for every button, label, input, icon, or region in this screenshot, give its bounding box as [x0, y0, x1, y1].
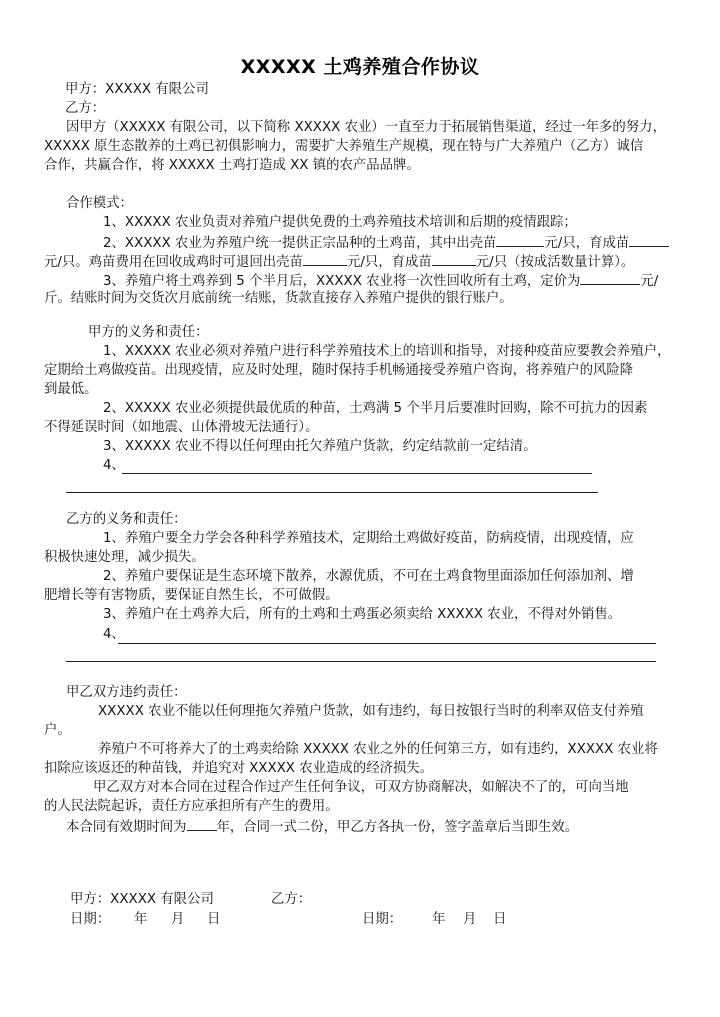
cooperation-item-3-line-1 [103, 271, 658, 291]
party-b-item-4-blank-line[interactable] [118, 643, 656, 644]
validity-line [66, 817, 578, 837]
party-b-item-2-line-1: 2、养殖户要保证是生态环境下散养，水源优质，不可在土鸡食物里面添加任何添加剂、增 [103, 569, 634, 584]
document-title: XXXXX 土鸡养殖合作协议 [240, 56, 480, 78]
party-a-item-2-line-2: 不得延误时间（如地震、山体滑坡无法通行）。 [44, 420, 319, 435]
signature-date-a-day: 日 [207, 912, 221, 927]
cooperation-item-2-line-1 [103, 233, 669, 253]
party-a-item-2-line-1: 2、XXXXX 农业必须提供最优质的种苗，土鸡满 5 个半月后要准时回购，除不可抗力的因素 [103, 401, 648, 416]
party-a-item-4-blank-line-2[interactable] [66, 492, 598, 493]
party-b-item-2-line-2: 肥增长等有害物质，要保证自然生长，不可做假。 [44, 588, 339, 603]
breach-p3-line-2: 的人民法院起诉，责任方应承担所有产生的费用。 [44, 799, 339, 814]
validity-text-a: 本合同有效期时间为 [66, 820, 187, 835]
item2-text-b: 元/只，育成苗 [544, 236, 630, 251]
cooperation-item-1: 1、XXXXX 农业负责对养殖户提供免费的土鸡养殖技术培训和后期的疫情跟踪； [103, 215, 577, 230]
breach-heading: 甲乙双方违约责任： [66, 685, 187, 700]
party-a-item-1-line-2: 定期给土鸡做疫苗。出现疫情，应及时处理，随时保持手机畅通接受养殖户咨询，将养殖户的风险降 [44, 363, 634, 378]
purchase-price-blank[interactable] [580, 271, 640, 285]
cooperation-heading: 合作模式： [66, 196, 133, 211]
party-a-item-1-line-3: 到最低。 [44, 382, 98, 397]
signature-date-b-year: 年 [432, 912, 446, 927]
intro-line-2: XXXXX 原生态散养的土鸡已初俱影响力，需要扩大养殖生产规模，现在特与广大养殖户（乙方）诚信 [44, 139, 644, 154]
breach-p1-line-1: XXXXX 农业不能以任何理拖欠养殖户货款，如有违约，每日按银行当时的利率双倍支付养殖 [98, 704, 644, 719]
party-b-duties-heading: 乙方的义务和责任： [66, 512, 187, 527]
signature-party-b: 乙方： [271, 892, 312, 907]
breach-p2-line-1: 养殖户不可将养大了的土鸡卖给除 XXXXX 农业之外的任何第三方，如有违约，XXXXX 农业将 [98, 742, 658, 757]
party-a-line: 甲方：XXXXX 有限公司 [65, 82, 209, 97]
item2-text-c: 元/只。鸡苗费用在回收成鸡时可退回出壳苗 [44, 255, 303, 270]
item2-text-a: 2、XXXXX 农业为养殖户统一提供正宗品种的土鸡苗，其中出壳苗 [103, 236, 497, 251]
party-a-item-4-blank-line[interactable] [122, 473, 592, 474]
signature-date-a-year: 年 [134, 912, 148, 927]
signature-party-a: 甲方：XXXXX 有限公司 [70, 892, 214, 907]
breach-p2-line-2: 扣除应该返还的种苗钱，并追究对 XXXXX 农业造成的经济损失。 [44, 761, 434, 776]
grown-chick-price-blank[interactable] [629, 233, 669, 247]
party-a-item-4-label: 4、 [103, 458, 125, 473]
signature-date-a-label: 日期： [70, 912, 111, 927]
party-a-item-3: 3、XXXXX 农业不得以任何理由托欠养殖户货款，约定结款前一定结清。 [103, 439, 537, 454]
cooperation-item-3-line-2: 斤。结账时间为交货次月底前统一结账，货款直接存入养殖户提供的银行账户。 [44, 291, 513, 306]
party-b-item-1-line-1: 1、养殖户要全力学会各种科学养殖技术，定期给土鸡做好疫苗，防病疫情，出现疫情，应 [103, 531, 634, 546]
item3-text-b: 元/ [640, 274, 659, 289]
grown-chick-refund-blank[interactable] [432, 252, 476, 266]
party-a-duties-heading: 甲方的义务和责任： [88, 325, 209, 340]
validity-text-b: 年，合同一式二份，甲乙方各执一份，签字盖章后当即生效。 [216, 820, 579, 835]
party-a-item-1-line-1: 1、XXXXX 农业必须对养殖户进行科学养殖技术上的培训和指导，对接种疫苗应要教会养殖户， [103, 344, 671, 359]
signature-date-a-month: 月 [171, 912, 185, 927]
signature-date-b-label: 日期： [362, 912, 403, 927]
party-b-item-3: 3、养殖户在土鸡养大后，所有的土鸡和土鸡蛋必须卖给 XXXXX 农业，不得对外销售。 [103, 607, 622, 622]
validity-years-blank[interactable] [187, 817, 217, 831]
item3-text-a: 3、养殖户将土鸡养到 5 个半月后，XXXXX 农业将一次性回收所有土鸡，定价为 [103, 274, 581, 289]
item2-text-e: 元/只（按成活数量计算）。 [475, 255, 635, 270]
party-b-item-1-line-2: 积极快速处理，减少损失。 [44, 550, 205, 565]
party-b-item-4-blank-line-2[interactable] [66, 661, 656, 662]
signature-date-b-day: 日 [493, 912, 507, 927]
party-b-item-4-label: 4、 [103, 627, 125, 642]
breach-p1-line-2: 户。 [44, 723, 71, 738]
intro-line-1: 因甲方（XXXXX 有限公司，以下简称 XXXXX 农业）一直至力于拓展销售渠道，经过一年多的努力， [66, 120, 666, 135]
cooperation-item-2-line-2 [44, 252, 634, 272]
signature-date-b-month: 月 [463, 912, 477, 927]
hatchling-refund-blank[interactable] [303, 252, 347, 266]
breach-p3-line-1: 甲乙双方对本合同在过程合作过产生任何争议，可双方协商解决，如解决不了的，可向当地 [93, 780, 629, 795]
intro-line-3: 合作，共赢合作，将 XXXXX 土鸡打造成 XX 镇的农产品品牌。 [44, 158, 420, 173]
hatchling-price-blank[interactable] [496, 233, 544, 247]
party-b-line: 乙方： [65, 101, 106, 116]
item2-text-d: 元/只，育成苗 [346, 255, 432, 270]
